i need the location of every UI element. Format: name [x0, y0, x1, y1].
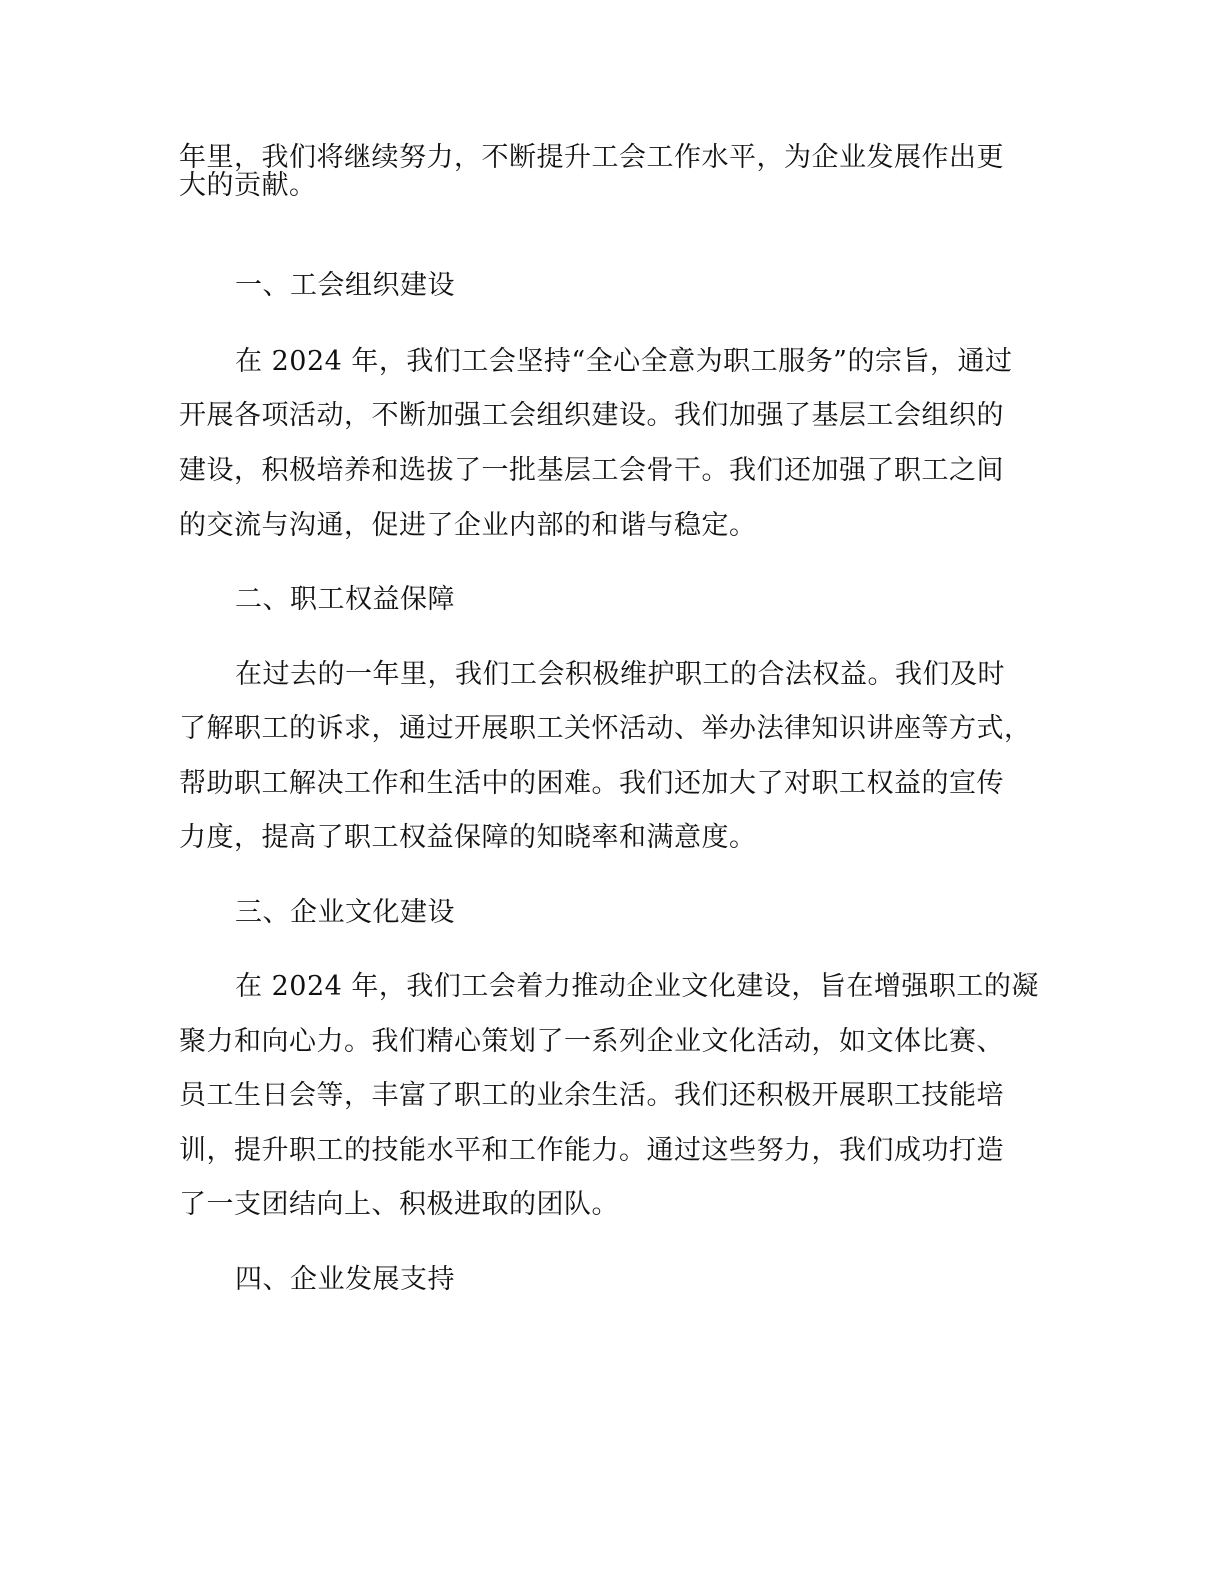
section-3-line-1: 在 2024 年，我们工会着力推动企业文化建设，旨在增强职工的凝: [235, 971, 1039, 1002]
section-1-line-1: 在 2024 年，我们工会坚持“全心全意为职工服务”的宗旨，通过: [235, 346, 1013, 377]
section-2-line-1: 在过去的一年里，我们工会积极维护职工的合法权益。我们及时: [235, 659, 1005, 690]
section-2-line-4: 力度，提高了职工权益保障的知晓率和满意度。: [179, 822, 757, 853]
section-4-heading: 四、企业发展支持: [235, 1264, 455, 1295]
section-3-line-4: 训，提升职工的技能水平和工作能力。通过这些努力，我们成功打造: [179, 1135, 1004, 1166]
intro-line-1: 年里，我们将继续努力，不断提升工会工作水平，为企业发展作出更: [179, 142, 1004, 173]
section-3-line-2: 聚力和向心力。我们精心策划了一系列企业文化活动，如文体比赛、: [179, 1026, 1004, 1057]
section-2-heading: 二、职工权益保障: [235, 584, 455, 615]
section-1-line-2: 开展各项活动，不断加强工会组织建设。我们加强了基层工会组织的: [179, 400, 1004, 431]
intro-line-2: 大的贡献。: [179, 170, 317, 201]
section-3-line-5: 了一支团结向上、积极进取的团队。: [179, 1189, 619, 1220]
section-2-line-3: 帮助职工解决工作和生活中的困难。我们还加大了对职工权益的宣传: [179, 768, 1004, 799]
section-1-line-4: 的交流与沟通，促进了企业内部的和谐与稳定。: [179, 510, 757, 541]
section-1-line-3: 建设，积极培养和选拔了一批基层工会骨干。我们还加强了职工之间: [179, 455, 1004, 486]
section-1-heading: 一、工会组织建设: [235, 270, 455, 301]
section-3-line-3: 员工生日会等，丰富了职工的业余生活。我们还积极开展职工技能培: [179, 1080, 1004, 1111]
section-2-line-2: 了解职工的诉求，通过开展职工关怀活动、举办法律知识讲座等方式，: [179, 713, 1032, 744]
section-3-heading: 三、企业文化建设: [235, 897, 455, 928]
